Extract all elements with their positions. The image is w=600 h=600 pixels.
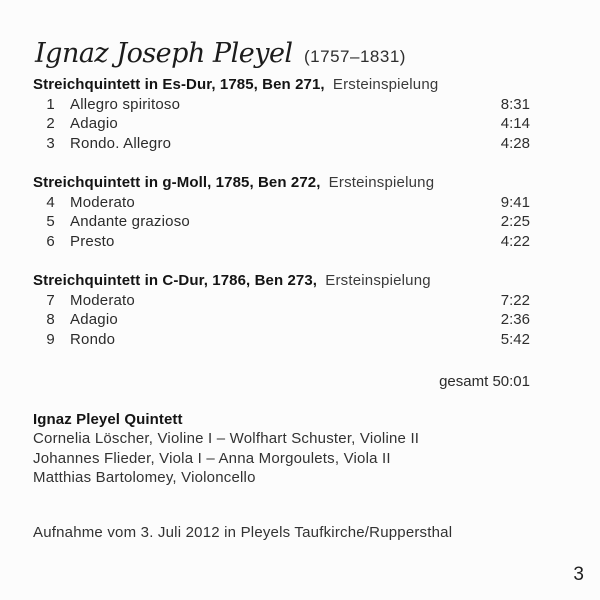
track-number: 4 bbox=[46, 193, 55, 211]
work-header bbox=[33, 173, 530, 193]
track-title: Moderato bbox=[70, 193, 135, 211]
track-time: 4:14 bbox=[500, 115, 530, 132]
track-number: 9 bbox=[46, 330, 55, 348]
track-title: Moderato bbox=[70, 291, 135, 309]
track-number: 3 bbox=[46, 134, 55, 152]
track-time: 5:42 bbox=[500, 330, 530, 348]
total-duration bbox=[33, 372, 530, 392]
track-title: Adagio bbox=[70, 115, 118, 132]
track-number: 7 bbox=[46, 291, 55, 309]
track-title: Rondo. Allegro bbox=[70, 134, 172, 152]
track-time: 7:22 bbox=[500, 291, 530, 309]
recording-note: Aufnahme vom 3. Juli 2012 in Pleyels Taufkirche/Ruppersthal bbox=[33, 523, 453, 541]
work-subtitle: Ersteinspielung bbox=[332, 76, 439, 93]
work-title: Streichquintett in g-Moll, 1785, Ben 272, bbox=[33, 174, 321, 191]
track-row bbox=[33, 291, 530, 311]
work-header bbox=[33, 75, 530, 95]
track-row bbox=[33, 232, 530, 252]
composer-name: Ignaz Joseph Pleyel bbox=[35, 38, 293, 69]
track-row bbox=[33, 212, 530, 232]
composer-title bbox=[35, 38, 530, 69]
track-title: Presto bbox=[70, 232, 115, 250]
track-time: 4:28 bbox=[500, 134, 530, 152]
ensemble-member: Matthias Bartolomey, Violoncello bbox=[33, 469, 256, 486]
track-number: 6 bbox=[46, 232, 55, 250]
ensemble-name: Ignaz Pleyel Quintett bbox=[33, 410, 183, 428]
track-row bbox=[33, 193, 530, 213]
track-row bbox=[33, 114, 530, 134]
ensemble-member: Cornelia Löscher, Violine I – Wolfhart Schuster, Violine II bbox=[33, 430, 420, 447]
track-row bbox=[33, 95, 530, 115]
track-row bbox=[33, 134, 530, 154]
track-time: 4:22 bbox=[500, 232, 530, 250]
work-subtitle: Ersteinspielung bbox=[328, 174, 435, 191]
track-number: 2 bbox=[46, 115, 55, 132]
track-number: 1 bbox=[46, 95, 55, 113]
total-time: 50:01 bbox=[492, 373, 530, 390]
track-title: Andante grazioso bbox=[70, 213, 190, 230]
track-row bbox=[33, 330, 530, 350]
ensemble-member: Johannes Flieder, Viola I – Anna Morgoulets, Viola II bbox=[33, 449, 391, 467]
ensemble-block bbox=[33, 410, 530, 488]
track-title: Adagio bbox=[70, 311, 118, 328]
track-time: 8:31 bbox=[500, 95, 530, 113]
work-title: Streichquintett in C-Dur, 1786, Ben 273, bbox=[33, 272, 318, 289]
track-title: Allegro spiritoso bbox=[70, 95, 181, 113]
work-header bbox=[33, 271, 530, 291]
total-label: gesamt bbox=[439, 373, 489, 390]
work-title: Streichquintett in Es-Dur, 1785, Ben 271, bbox=[33, 76, 325, 93]
work-section-1 bbox=[33, 75, 530, 153]
page-number: 3 bbox=[573, 564, 584, 585]
track-row bbox=[33, 310, 530, 330]
track-number: 8 bbox=[46, 311, 55, 328]
track-time: 9:41 bbox=[500, 193, 530, 211]
track-time: 2:36 bbox=[500, 311, 530, 328]
booklet-page bbox=[33, 38, 530, 542]
work-section-3 bbox=[33, 271, 530, 349]
track-title: Rondo bbox=[70, 330, 116, 348]
track-time: 2:25 bbox=[500, 213, 530, 230]
work-subtitle: Ersteinspielung bbox=[325, 272, 431, 289]
composer-dates: (1757–1831) bbox=[304, 47, 406, 66]
track-number: 5 bbox=[46, 213, 55, 230]
work-section-2 bbox=[33, 173, 530, 251]
